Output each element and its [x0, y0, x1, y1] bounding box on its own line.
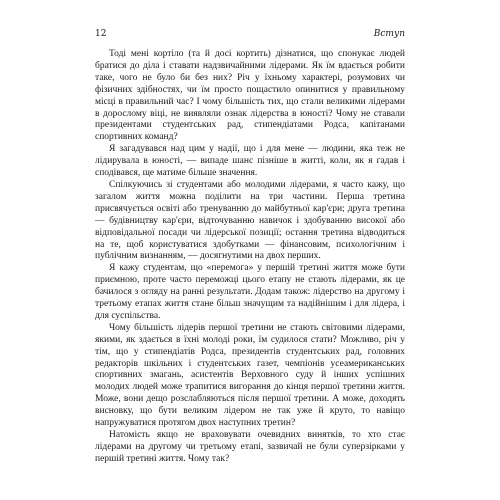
- paragraph-6: Натомість якщо не враховувати очевидних винятків, то хто стає лідерами на другому чи третьому етапі, зазвичай не були суперзірками у першій третині життя. Чому так?: [95, 430, 405, 464]
- paragraph-3: Спілкуючись зі студентами або молодими лідерами, я часто кажу, що загалом життя можна поділити на три частини. Перша третина присвячується освіті або тренуванню до майбутньої кар'єри; друга третина — будівництву кар'єри, відточуванню навичок і здобуванню високої або відповідальної посади чи лідерської позиції; остання третина відводиться на те, щоб користуватися здобутками — фінансовим, психологічним і публічним визнанням, — досягнутими на двох перших.: [95, 179, 405, 262]
- running-head: [95, 27, 405, 41]
- paragraph-4: Я кажу студентам, що «перемога» у першій третині життя може бути приємною, проте часто переможці цього етапу не стають лідерами, як це бачилося з огляду на ранні результати. Додам також: лідерство на другому і третьому етапах життя стане більш значущим та надійнішим і для лідера, і для суспільства.: [95, 263, 405, 321]
- body-text: [95, 49, 405, 466]
- paragraph-5: Чому більшість лідерів першої третини не стають світовими лідерами, якими, як здається в їхні молоді роки, їм судилося стати? Можливо, річ у тім, що у стипендіатів Родса, президентів студентських рад, головних редакторів шкільних і студентських газет, чемпіонів усеамериканських спортивних змагань, асистентів Верховного суду й інших успішних молодих людей може трапитися вигорання до кінця першої третини життя. Може, вони дещо розслабляються після першої третини. А може, доходять висновку, що бути великим лідером не так уже й круто, то навіщо напружуватися протягом двох наступних третин?: [95, 322, 405, 429]
- section-title: Вступ: [373, 29, 405, 39]
- paragraph-1: Тоді мені кортіло (та й досі кортить) дізнатися, що спонукає людей братися до діла і ставати надзвичайними лідерами. Як їм вдається робити таке, чого не було би без них? Річ у їхньому характері, розумових чи фізичних здібностях, чи їм просто пощастило опинитися у правильному місці в правильний час? І чому більшість тих, що стали великими лідерами в дорослому віці, не виявляли ознак лідерства в юності? Чому не ставали президентами студентських рад, стипендіатами Родса, капітанами спортивних команд?: [95, 49, 405, 143]
- paragraph-2: Я загадувався над цим у надії, що і для мене — людини, яка теж не лідирувала в юності, — випаде шанс пізніше в житті, коли, як я гадав і сподівався, ще матиме більше значення.: [95, 144, 405, 179]
- page-number: 12: [95, 29, 107, 39]
